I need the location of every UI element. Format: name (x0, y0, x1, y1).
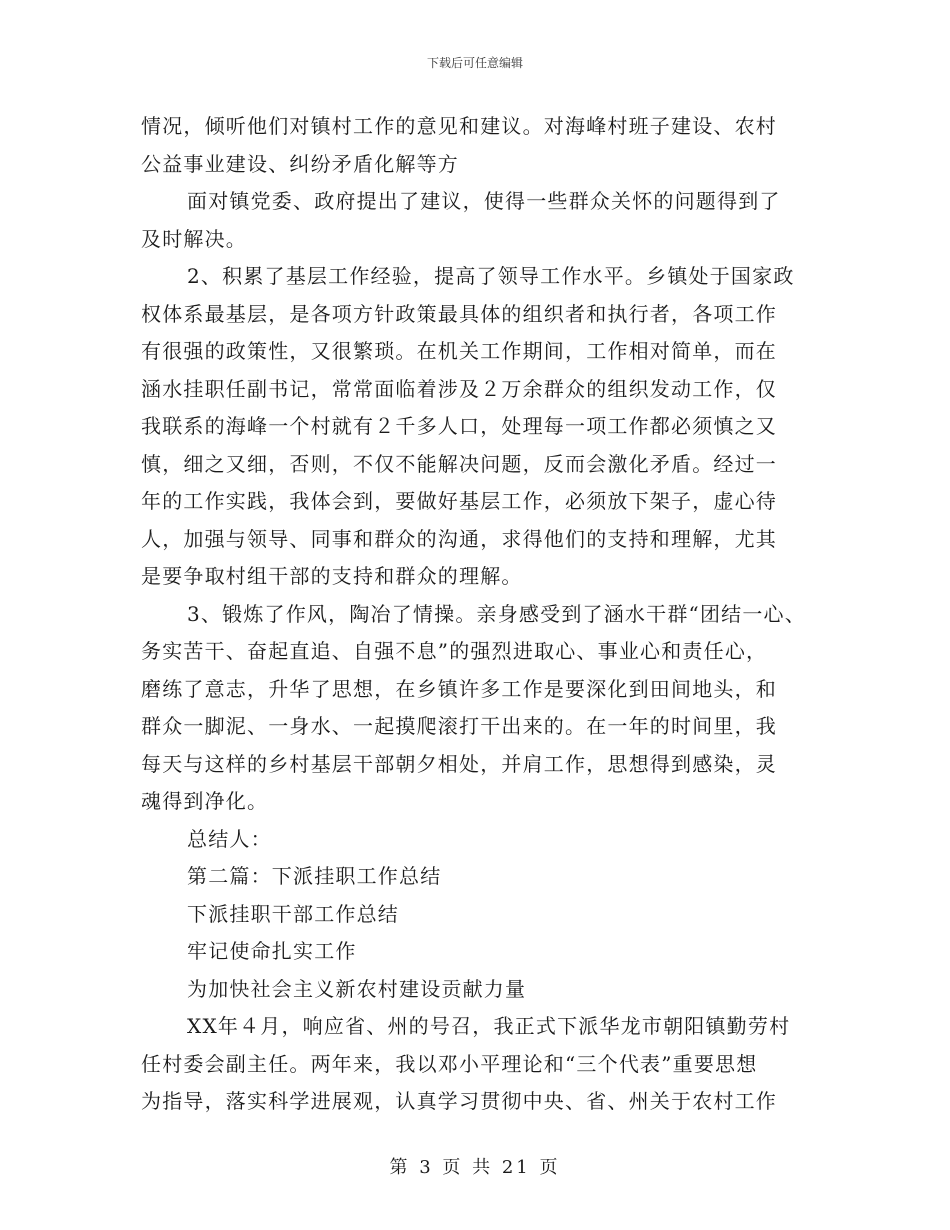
text-line: 年的工作实践，我体会到，要做好基层工作，必须放下架子，虚心待 (141, 489, 777, 513)
text-line: 3、锻炼了作风，陶冶了情操。亲身感受到了涵水干群“团结一心、 (187, 601, 806, 626)
text-line: 每天与这样的乡村基层干部朝夕相处，并肩工作，思想得到感染，灵 (141, 751, 777, 776)
document-body (141, 108, 821, 1121)
page-header: 下载后可任意编辑 (426, 56, 523, 70)
text-line: 情况，倾听他们对镇村工作的意见和建议。对海峰村班子建设、农村 (141, 114, 777, 138)
text-line: 魂得到净化。 (141, 789, 269, 813)
text-line: 及时解决。 (141, 226, 247, 251)
text-line: 总结人： (187, 826, 272, 851)
text-line: 任村委会副主任。两年来，我以邓小平理论和“三个代表”重要思想 (141, 1051, 758, 1076)
text-line: 涵水挂职任副书记，常常面临着涉及２万余群众的组织发动工作，仅 (141, 376, 777, 401)
text-line: 第二篇：下派挂职工作总结 (187, 864, 442, 888)
text-line: 为指导，落实科学进展观，认真学习贯彻中央、省、州关于农村工作 (141, 1089, 777, 1113)
page-footer: 第 3 页 共 21 页 (389, 1157, 561, 1178)
text-line: 下派挂职干部工作总结 (187, 901, 399, 926)
text-line: 2、积累了基层工作经验，提高了领导工作水平。乡镇处于国家政 (187, 264, 795, 288)
text-line: 权体系最基层，是各项方针政策最具体的组织者和执行者，各项工作 (141, 301, 777, 326)
text-line: 有很强的政策性，又很繁琐。在机关工作期间，工作相对简单，而在 (141, 339, 777, 363)
text-line: 务实苦干、奋起直追、自强不息”的强烈进取心、事业心和责任心， (141, 639, 768, 663)
text-line: 群众一脚泥、一身水、一起摸爬滚打干出来的。在一年的时间里，我 (141, 714, 777, 738)
text-line: 慎，细之又细，否则，不仅不能解决问题，反而会激化矛盾。经过一 (141, 451, 777, 476)
text-line: 为加快社会主义新农村建设贡献力量 (187, 976, 527, 1001)
text-line: 面对镇党委、政府提出了建议，使得一些群众关怀的问题得到了 (187, 189, 781, 213)
text-line: 人，加强与领导、同事和群众的沟通，求得他们的支持和理解，尤其 (141, 526, 777, 551)
text-line: 是要争取村组干部的支持和群众的理解。 (141, 564, 523, 588)
text-line: XX年４月，响应省、州的号召，我正式下派华龙市朝阳镇勤劳村 (187, 1014, 791, 1038)
text-line: 牢记使命扎实工作 (187, 939, 357, 963)
text-line: 磨练了意志，升华了思想，在乡镇许多工作是要深化到田间地头，和 (141, 676, 777, 701)
text-line: 我联系的海峰一个村就有２千多人口，处理每一项工作都必须慎之又 (141, 414, 777, 438)
text-line: 公益事业建设、纠纷矛盾化解等方 (141, 151, 459, 176)
